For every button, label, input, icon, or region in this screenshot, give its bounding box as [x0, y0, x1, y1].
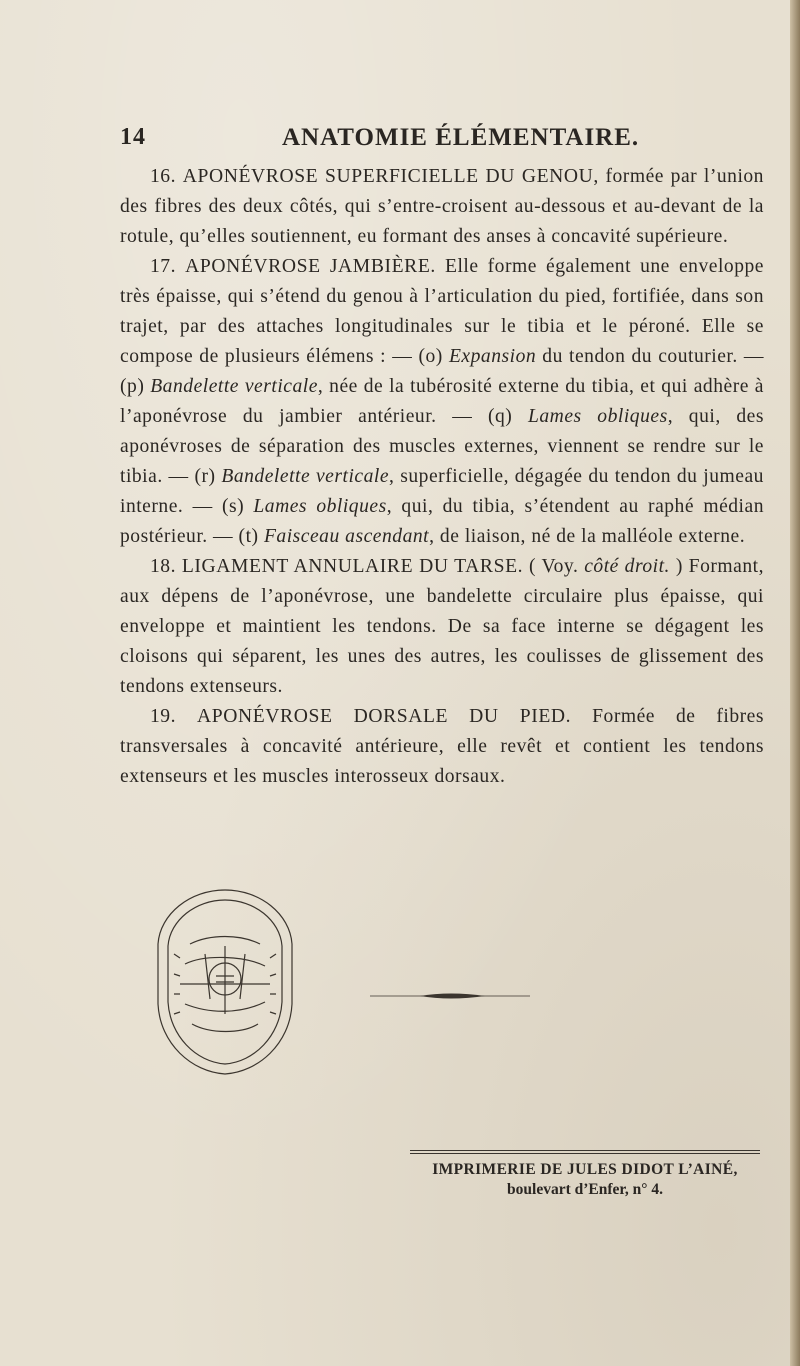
printer-imprint [410, 1150, 760, 1200]
paragraph-text: , de liaison, né de la malléole externe. [429, 526, 746, 547]
imprint-printer-name: IMPRIMERIE DE JULES DIDOT L’AINÉ, [432, 1161, 738, 1178]
paragraph-text: Elle forme également une enveloppe très épaisse, qui s’étend du genou à l’articulation du pied, fortifiée, dans son trajet, par des attaches longitudinales sur le tibia et le péroné. Elle se compose de plusieurs élémens : — (o) [120, 256, 764, 367]
paragraph-text: , formée par l’union des fibres des deux côtés, qui s’entre-croisent au-dessous et au-devant de la rotule, qu’elles soutiennent, eu formant des anses à concavité supérieure. [120, 166, 764, 247]
italic-term: Lames obliques [527, 406, 668, 427]
paragraph-text: , qui, des aponévroses de séparation des muscles externes, viennent se rendre sur le tibia. — (r) [120, 406, 764, 487]
paragraph-17 [120, 252, 764, 552]
printer-device-emblem [150, 884, 300, 1079]
paragraph-number: 16. [150, 166, 176, 187]
paragraph-heading: APONÉVROSE SUPERFICIELLE DU GENOU [182, 166, 594, 187]
paragraph-text: ) Formant, aux dépens de l’aponévrose, une bandelette circulaire plus épaisse, qui enveloppe et maintient les tendons. De sa face interne se dégagent les cloisons qui séparent, les unes des autres, les coulisses de glissement des tendons extenseurs. [120, 556, 764, 697]
paragraph-number: 18. [150, 556, 176, 577]
paragraph-text: du tendon du couturier. — (p) [120, 346, 765, 397]
paragraph-heading: APONÉVROSE DORSALE DU PIED. [196, 706, 572, 727]
imprint-address: boulevart d’Enfer, n° 4. [507, 1181, 663, 1198]
paragraph-text: Formée de fibres transversales à concavité antérieure, elle revêt et contient les tendons extenseurs et les muscles interosseux dorsaux. [120, 706, 765, 787]
paragraph-16 [120, 162, 764, 252]
page-number: 14 [120, 124, 146, 150]
paragraph-text: , née de la tubérosité externe du tibia, et qui adhère à l’aponévrose du jambier antérieur. — (q) [120, 376, 764, 427]
italic-term: Faisceau ascendant [263, 526, 430, 547]
italic-term: côté droit. [584, 556, 670, 577]
paragraph-text: ( Voy. [523, 556, 585, 577]
page-edge-shadow [790, 0, 800, 1366]
italic-term: Expansion [448, 346, 537, 367]
paragraph-heading: APONÉVROSE JAMBIÈRE. [185, 256, 436, 277]
imprint-rule [410, 1150, 760, 1154]
paragraph-19 [120, 702, 764, 792]
paragraph-18 [120, 552, 764, 702]
italic-term: Lames obliques [253, 496, 387, 517]
running-title: ANATOMIE ÉLÉMENTAIRE. [282, 124, 640, 151]
decorative-rule [370, 990, 530, 1002]
italic-term: Bandelette verticale [221, 466, 390, 487]
paragraph-text: , qui, du tibia, s’étendent au raphé médian postérieur. — (t) [120, 496, 764, 547]
paragraph-number: 17. [150, 256, 176, 277]
paragraph-number: 19. [150, 706, 176, 727]
italic-term: Bandelette verticale [150, 376, 318, 397]
paragraph-heading: LIGAMENT ANNULAIRE DU TARSE. [181, 556, 524, 577]
body-text [120, 162, 764, 792]
paragraph-text: , superficielle, dégagée du tendon du jumeau interne. — (s) [120, 466, 764, 517]
running-header [120, 124, 760, 160]
